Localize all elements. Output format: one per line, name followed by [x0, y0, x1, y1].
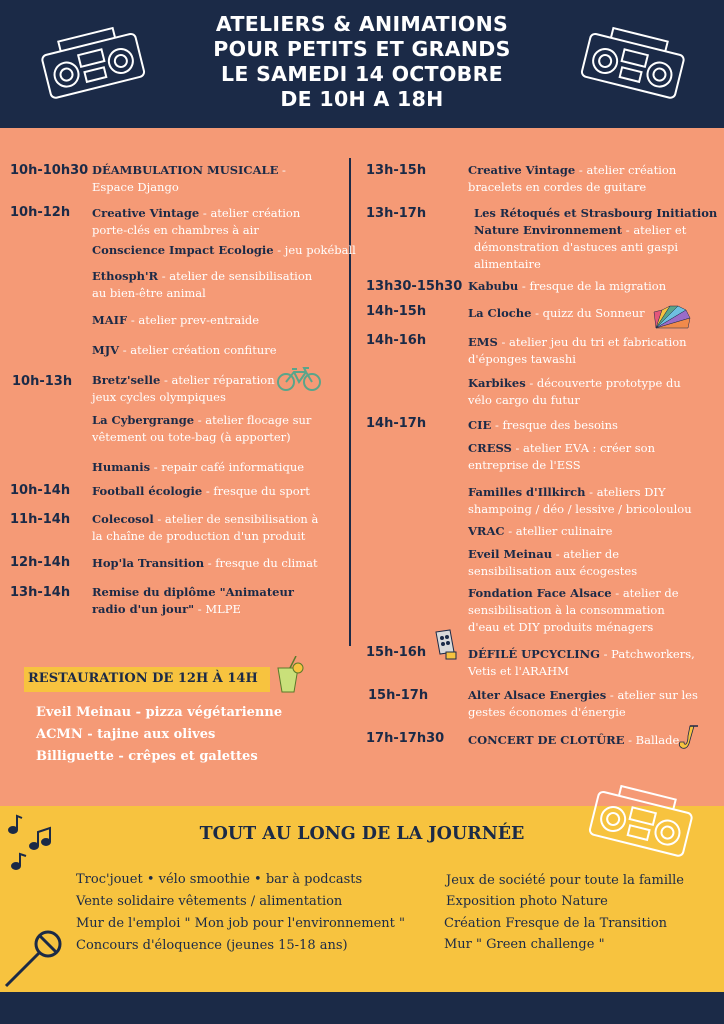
schedule-item: [92, 555, 318, 572]
organizer: Fondation Face Alsace: [468, 586, 612, 600]
schedule-item: [468, 646, 695, 680]
grater-icon: [430, 628, 460, 662]
separator: -: [525, 376, 537, 390]
organizer: La Cybergrange: [92, 413, 195, 427]
organizer: Creative Vintage: [468, 163, 576, 177]
separator: -: [497, 335, 510, 349]
organizer: Conscience Impact Ecologie: [92, 243, 274, 257]
time-slot: 10h-14h: [10, 483, 71, 498]
activity-item: Mur de l'emploi " Mon job pour l'environnement ": [76, 916, 405, 931]
activity-item: Création Fresque de la Transition: [444, 916, 668, 931]
schedule-item: [92, 483, 310, 500]
schedule-item: [92, 342, 277, 359]
organizer: CONCERT DE CLOTÛRE: [468, 733, 625, 747]
time-slot: 11h-14h: [10, 512, 71, 527]
restauration-item: ACMN - tajine aux olives: [36, 727, 216, 742]
activity-text: atelier jeu du tri et fabrication: [509, 335, 687, 349]
time-slot: 13h-17h: [366, 206, 427, 221]
activity-text: porte-clés en chambres à air: [92, 223, 259, 237]
activity-text: Ballade: [635, 733, 680, 747]
separator: -: [491, 418, 503, 432]
organizer: DÉFILÉ UPCYCLING: [468, 647, 600, 661]
activity-text: découverte prototype du: [536, 376, 681, 390]
organizer: Nature Environnement: [474, 223, 623, 237]
activity-text: atelier création confiture: [130, 343, 277, 357]
separator: -: [202, 484, 214, 498]
schedule-item: [468, 375, 681, 409]
organizer: EMS: [468, 335, 498, 349]
separator: -: [518, 279, 530, 293]
organizer: Ethosph'R: [92, 269, 159, 283]
restauration-item: Billiguette - crêpes et galettes: [36, 749, 258, 764]
restauration-item: Eveil Meinau - pizza végétarienne: [36, 705, 283, 720]
schedule-item: [92, 268, 312, 302]
schedule-item: [468, 278, 666, 295]
activity-text: fresque du sport: [213, 484, 310, 498]
footer-bar: [0, 992, 724, 1024]
organizer: Les Rétoqués et Strasbourg Initiation: [474, 206, 718, 220]
time-slot: 12h-14h: [10, 555, 71, 570]
organizer: Humanis: [92, 460, 151, 474]
activity-item: Vente solidaire vêtements / alimentation: [76, 894, 343, 909]
schedule-item: [468, 484, 692, 518]
separator: -: [531, 306, 543, 320]
time-slot: 13h-14h: [10, 585, 71, 600]
activity-text: démonstration d'astuces anti gaspi: [474, 240, 679, 254]
organizer: radio d'un jour": [92, 602, 195, 616]
activity-text: Patchworkers,: [611, 647, 695, 661]
organizer: Familles d'Illkirch: [468, 485, 586, 499]
time-slot: 17h-17h30: [366, 731, 445, 746]
organizer: Colecosol: [92, 512, 154, 526]
separator: -: [624, 733, 636, 747]
boombox-icon: [586, 780, 698, 858]
activity-text: fresque de la migration: [529, 279, 667, 293]
schedule-item: [468, 305, 645, 322]
separator: -: [575, 163, 587, 177]
activity-text: atelier réparation: [171, 373, 275, 387]
separator: -: [127, 313, 139, 327]
time-slot: 14h-16h: [366, 333, 427, 348]
activity-text: atelier prev-entraide: [138, 313, 260, 327]
organizer: DÉAMBULATION MUSICALE: [92, 163, 279, 177]
time-slot: 13h-15h: [366, 163, 427, 178]
activity-item: Exposition photo Nature: [446, 894, 608, 909]
schedule-item: [468, 732, 679, 749]
activity-text: MLPE: [205, 602, 241, 616]
activity-text: atelier de sensibilisation: [169, 269, 313, 283]
schedule-item: [468, 440, 655, 474]
activity-text: atelier EVA : créer son: [523, 441, 655, 455]
organizer: Creative Vintage: [92, 206, 200, 220]
activity-item: Mur " Green challenge ": [444, 937, 605, 952]
schedule-item: [92, 372, 275, 406]
activity-text: jeu pokéball: [284, 243, 356, 257]
organizer: Bretz'selle: [92, 373, 161, 387]
separator: -: [599, 647, 612, 661]
title-line-2: POUR PETITS ET GRANDS: [213, 37, 511, 61]
activity-text: entreprise de l'ESS: [468, 458, 581, 472]
activity-text: ateliers DIY: [596, 485, 666, 499]
activity-text: quizz du Sonneur: [542, 306, 645, 320]
microphone-icon: [0, 926, 70, 992]
time-slot: 10h-12h: [10, 205, 71, 220]
bicycle-icon: [276, 366, 322, 392]
separator: -: [511, 441, 524, 455]
time-slot: 14h-15h: [366, 304, 427, 319]
activity-text: la chaîne de production d'un produit: [92, 529, 306, 543]
organizer: Eveil Meinau: [468, 547, 553, 561]
activity-text: alimentaire: [474, 257, 541, 271]
activity-text: Vetis et l'ARAHM: [468, 664, 569, 678]
separator: -: [585, 485, 597, 499]
organizer: Hop'la Transition: [92, 556, 205, 570]
saxophone-icon: [676, 724, 702, 754]
activity-text: d'éponges tawashi: [468, 352, 576, 366]
activity-text: d'eau et DIY produits ménagers: [468, 620, 654, 634]
time-slot: 15h-16h: [366, 645, 427, 660]
schedule-item: [92, 162, 286, 196]
column-divider: [349, 158, 351, 646]
activity-text: atelier de: [622, 586, 679, 600]
schedule-item: [468, 334, 687, 368]
separator: -: [153, 512, 165, 526]
schedule-item: [92, 511, 318, 545]
time-slot: 10h-10h30: [10, 163, 89, 178]
separator: -: [119, 343, 131, 357]
music-notes-icon: [6, 812, 56, 874]
separator: -: [622, 223, 634, 237]
time-slot: 13h30-15h30: [366, 279, 463, 294]
schedule-item: [468, 523, 613, 540]
schedule-item: [468, 585, 679, 636]
separator: -: [504, 524, 516, 538]
organizer: Football écologie: [92, 484, 203, 498]
page-title: [150, 12, 574, 112]
schedule-item: [92, 459, 304, 476]
schedule-item: [468, 687, 698, 721]
activity-text: gestes économes d'énergie: [468, 705, 626, 719]
organizer: Karbikes: [468, 376, 526, 390]
organizer: La Cloche: [468, 306, 532, 320]
activity-text: au bien-être animal: [92, 286, 206, 300]
schedule-item: [92, 242, 356, 259]
separator: -: [160, 373, 172, 387]
title-line-4: DE 10H A 18H: [280, 87, 444, 111]
activity-item: Jeux de société pour toute la famille: [446, 873, 685, 888]
activity-text: atelier de sensibilisation à: [164, 512, 319, 526]
organizer: Remise du diplôme "Animateur: [92, 585, 294, 599]
activity-text: vêtement ou tote-bag (à apporter): [92, 430, 291, 444]
activity-item: Troc'jouet • vélo smoothie • bar à podcasts: [76, 872, 363, 887]
separator: -: [278, 163, 286, 177]
separator: -: [150, 460, 162, 474]
activity-text: Espace Django: [92, 180, 179, 194]
time-slot: 15h-17h: [368, 688, 429, 703]
organizer: Kabubu: [468, 279, 519, 293]
activity-text: sensibilisation à la consommation: [468, 603, 665, 617]
activity-text: atelier flocage sur: [205, 413, 312, 427]
separator: -: [194, 602, 206, 616]
organizer: CRESS: [468, 441, 512, 455]
schedule-item: [468, 546, 637, 580]
time-slot: 14h-17h: [366, 416, 427, 431]
title-line-1: ATELIERS & ANIMATIONS: [215, 12, 509, 36]
smoothie-icon: [272, 656, 306, 696]
activity-text: fresque du climat: [215, 556, 318, 570]
activity-text: atelier sur les: [617, 688, 698, 702]
activity-text: jeux cycles olympiques: [92, 390, 226, 404]
separator: -: [273, 243, 285, 257]
organizer: VRAC: [468, 524, 505, 538]
schedule-item: [92, 412, 311, 446]
organizer: MJV: [92, 343, 120, 357]
schedule-item: [92, 312, 259, 329]
boombox-icon: [578, 22, 690, 100]
organizer: CIE: [468, 418, 492, 432]
schedule-item: [468, 162, 676, 196]
schedule-item: [468, 417, 618, 434]
activity-text: shampoing / déo / lessive / bricoloulou: [468, 502, 692, 516]
all-day-title: TOUT AU LONG DE LA JOURNÉE: [199, 824, 525, 844]
activity-text: atelier création: [210, 206, 301, 220]
activity-text: bracelets en cordes de guitare: [468, 180, 647, 194]
activity-text: atelier et: [633, 223, 687, 237]
separator: -: [204, 556, 216, 570]
time-slot: 10h-13h: [12, 374, 73, 389]
activity-text: atelier création: [586, 163, 677, 177]
activity-text: vélo cargo du futur: [468, 393, 580, 407]
restauration-title: RESTAURATION DE 12H À 14H: [28, 671, 258, 686]
separator: -: [611, 586, 623, 600]
activity-item: Concours d'éloquence (jeunes 15-18 ans): [76, 938, 348, 953]
organizer: MAIF: [92, 313, 128, 327]
schedule-item: [474, 205, 717, 273]
separator: -: [552, 547, 564, 561]
separator: -: [606, 688, 618, 702]
activity-text: atelier de: [563, 547, 620, 561]
activity-text: sensibilisation aux écogestes: [468, 564, 638, 578]
separator: -: [194, 413, 206, 427]
separator: -: [199, 206, 211, 220]
schedule-item: [92, 205, 300, 239]
color-fan-icon: [650, 300, 696, 336]
activity-text: repair café informatique: [161, 460, 305, 474]
boombox-icon: [36, 22, 148, 100]
title-line-3: LE SAMEDI 14 OCTOBRE: [221, 62, 503, 86]
separator: -: [158, 269, 170, 283]
schedule-item: [92, 584, 294, 618]
activity-text: atellier culinaire: [515, 524, 613, 538]
organizer: Alter Alsace Energies: [468, 688, 607, 702]
activity-text: fresque des besoins: [502, 418, 618, 432]
